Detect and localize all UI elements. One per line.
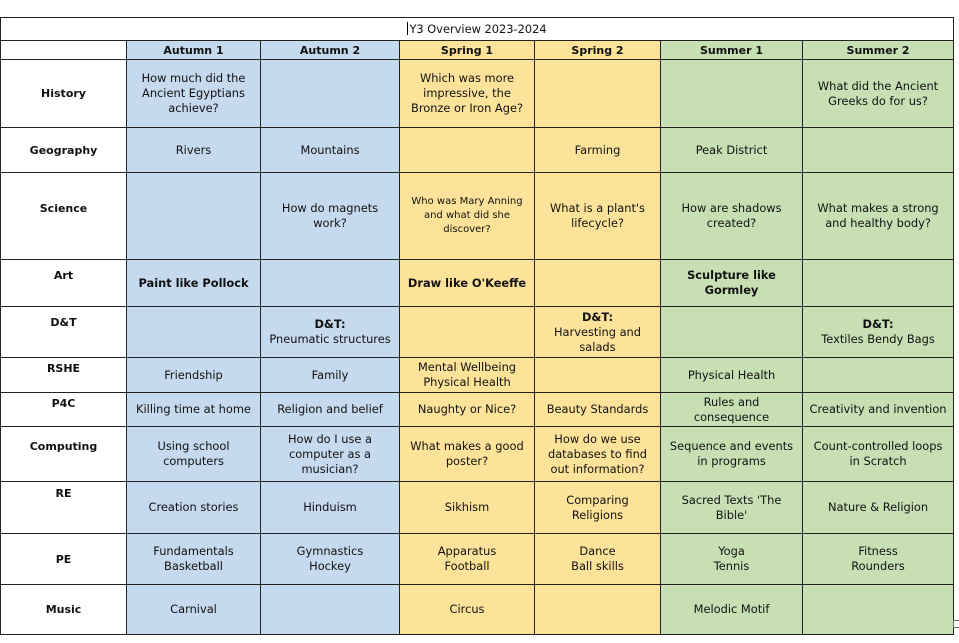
subject-label-rshe[interactable]: RSHE [1, 358, 127, 393]
cell-re-autumn-2[interactable]: Hinduism [261, 482, 400, 534]
cell-rshe-summer-2[interactable] [803, 358, 954, 393]
subject-label-p4c[interactable]: P4C [1, 393, 127, 427]
cell-p4c-summer-1[interactable]: Rules and consequence [661, 393, 803, 427]
pe-activity: Gymnastics [296, 544, 364, 558]
pe-activity: Hockey [309, 559, 351, 573]
cell-re-summer-2[interactable]: Nature & Religion [803, 482, 954, 534]
cell-dt-autumn-1[interactable] [127, 307, 261, 358]
subject-label-music[interactable]: Music [1, 585, 127, 635]
cell-art-spring-2[interactable] [535, 260, 661, 307]
cell-history-spring-2[interactable] [535, 60, 661, 128]
cell-re-summer-1[interactable]: Sacred Texts 'The Bible' [661, 482, 803, 534]
cell-history-summer-1[interactable] [661, 60, 803, 128]
cell-pe-spring-2[interactable] [535, 534, 661, 585]
row-history [1, 60, 954, 128]
row-rshe [1, 358, 954, 393]
cell-p4c-spring-2[interactable]: Beauty Standards [535, 393, 661, 427]
term-header-autumn-1[interactable]: Autumn 1 [127, 41, 261, 60]
cell-art-autumn-2[interactable] [261, 260, 400, 307]
cell-computing-autumn-1[interactable]: Using school computers [127, 427, 261, 482]
row-dt [1, 307, 954, 358]
term-header-summer-2[interactable]: Summer 2 [803, 41, 954, 60]
rshe-topic: Physical Health [423, 375, 511, 389]
cell-pe-autumn-2[interactable] [261, 534, 400, 585]
subject-label-pe[interactable]: PE [1, 534, 127, 585]
cell-geography-summer-2[interactable] [803, 128, 954, 173]
term-header-spring-2[interactable]: Spring 2 [535, 41, 661, 60]
cell-art-summer-2[interactable] [803, 260, 954, 307]
cell-science-spring-2[interactable]: What is a plant's lifecycle? [535, 173, 661, 260]
cell-geography-spring-1[interactable] [400, 128, 535, 173]
pe-activity: Football [444, 559, 490, 573]
title-cell[interactable] [1, 18, 954, 41]
pe-activity: Rounders [851, 559, 905, 573]
row-geography [1, 128, 954, 173]
cell-science-autumn-1[interactable] [127, 173, 261, 260]
cell-art-summer-1[interactable]: Sculpture like Gormley [661, 260, 803, 307]
pe-activity: Yoga [718, 544, 745, 558]
cell-pe-summer-1[interactable] [661, 534, 803, 585]
rshe-topic: Family [311, 367, 349, 382]
cell-geography-summer-1[interactable]: Peak District [661, 128, 803, 173]
cell-computing-spring-2[interactable]: How do we use databases to find out information? [535, 427, 661, 482]
row-computing [1, 427, 954, 482]
cell-history-autumn-1[interactable]: How much did the Ancient Egyptians achieve? [127, 60, 261, 128]
pe-activity: Fundamentals [153, 544, 234, 558]
pe-activity: Basketball [164, 559, 223, 573]
cell-computing-summer-2[interactable]: Count-controlled loops in Scratch [803, 427, 954, 482]
cell-music-autumn-1[interactable]: Carnival [127, 585, 261, 635]
dt-label: D&T: [862, 317, 894, 331]
cell-history-autumn-2[interactable] [261, 60, 400, 128]
cell-re-spring-2[interactable]: Comparing Religions [535, 482, 661, 534]
cell-dt-summer-1[interactable] [661, 307, 803, 358]
dt-topic: Harvesting and salads [553, 324, 642, 354]
cell-rshe-spring-1[interactable] [400, 358, 535, 393]
term-header-spring-1[interactable]: Spring 1 [400, 41, 535, 60]
row-art [1, 260, 954, 307]
row-science [1, 173, 954, 260]
cell-rshe-autumn-1[interactable] [127, 358, 261, 393]
cell-computing-autumn-2[interactable]: How do I use a computer as a musician? [261, 427, 400, 482]
cell-computing-summer-1[interactable]: Sequence and events in programs [661, 427, 803, 482]
cell-geography-autumn-2[interactable]: Mountains [261, 128, 400, 173]
dt-label: D&T: [314, 317, 346, 331]
pe-activity: Fitness [858, 544, 898, 558]
row-p4c [1, 393, 954, 427]
cell-computing-spring-1[interactable]: What makes a good poster? [400, 427, 535, 482]
pe-activity: Apparatus [437, 544, 497, 558]
cell-geography-spring-2[interactable]: Farming [535, 128, 661, 173]
term-header-autumn-2[interactable]: Autumn 2 [261, 41, 400, 60]
dt-topic: Textiles Bendy Bags [821, 332, 935, 346]
row-music [1, 585, 954, 635]
pe-activity: Tennis [713, 559, 750, 573]
rshe-topic: Mental Wellbeing [417, 360, 517, 374]
cell-rshe-autumn-2[interactable] [261, 358, 400, 393]
dt-topic: Pneumatic structures [269, 332, 391, 346]
row-re [1, 482, 954, 534]
cell-music-spring-1[interactable]: Circus [400, 585, 535, 635]
cell-pe-autumn-1[interactable] [127, 534, 261, 585]
subject-label-science[interactable]: Science [1, 173, 127, 260]
dt-label: D&T: [581, 309, 614, 324]
subject-label-art[interactable]: Art [1, 260, 127, 307]
overview-table [0, 17, 954, 635]
cell-dt-summer-2[interactable] [803, 307, 954, 358]
cell-p4c-summer-2[interactable]: Creativity and invention [803, 393, 954, 427]
cell-rshe-summer-1[interactable] [661, 358, 803, 393]
subject-label-dt[interactable]: D&T [1, 307, 127, 358]
term-header-summer-1[interactable]: Summer 1 [661, 41, 803, 60]
cell-science-spring-1[interactable]: Who was Mary Anning and what did she discover? [400, 173, 535, 260]
cell-re-autumn-1[interactable]: Creation stories [127, 482, 261, 534]
cell-music-summer-1[interactable]: Melodic Motif [661, 585, 803, 635]
cell-p4c-spring-1[interactable]: Naughty or Nice? [400, 393, 535, 427]
cell-pe-summer-2[interactable] [803, 534, 954, 585]
subject-label-geography[interactable]: Geography [1, 128, 127, 173]
pe-activity: Ball skills [571, 559, 624, 573]
cell-art-spring-1[interactable]: Draw like O'Keeffe [400, 260, 535, 307]
cell-p4c-autumn-2[interactable]: Religion and belief [261, 393, 400, 427]
cell-history-spring-1[interactable]: Which was more impressive, the Bronze or Iron Age? [400, 60, 535, 128]
cell-geography-autumn-1[interactable]: Rivers [127, 128, 261, 173]
corner-cell[interactable] [1, 41, 127, 60]
cell-science-summer-2[interactable]: What makes a strong and healthy body? [803, 173, 954, 260]
cell-music-spring-2[interactable] [535, 585, 661, 635]
cell-history-summer-2[interactable]: What did the Ancient Greeks do for us? [803, 60, 954, 128]
subject-label-history[interactable]: History [1, 60, 127, 128]
cell-dt-spring-2[interactable] [535, 307, 661, 358]
pe-activity: Dance [579, 544, 616, 558]
cell-music-autumn-2[interactable] [261, 585, 400, 635]
table-resize-handle[interactable] [953, 620, 959, 628]
rshe-topic: Friendship [164, 367, 223, 382]
cell-dt-autumn-2[interactable] [261, 307, 400, 358]
document-title: Y3 Overview 2023-2024 [409, 21, 547, 36]
row-pe [1, 534, 954, 585]
cell-rshe-spring-2[interactable] [535, 358, 661, 393]
cell-re-spring-1[interactable]: Sikhism [400, 482, 535, 534]
cell-science-summer-1[interactable]: How are shadows created? [661, 173, 803, 260]
cell-art-autumn-1[interactable]: Paint like Pollock [127, 260, 261, 307]
cell-music-summer-2[interactable] [803, 585, 954, 635]
cell-science-autumn-2[interactable]: How do magnets work? [261, 173, 400, 260]
rshe-topic: Physical Health [687, 367, 776, 382]
cell-dt-spring-1[interactable] [400, 307, 535, 358]
term-header-row [1, 41, 954, 60]
subject-label-computing[interactable]: Computing [1, 427, 127, 482]
cell-pe-spring-1[interactable] [400, 534, 535, 585]
cell-p4c-autumn-1[interactable]: Killing time at home [127, 393, 261, 427]
subject-label-re[interactable]: RE [1, 482, 127, 534]
overview-sheet [0, 17, 953, 635]
